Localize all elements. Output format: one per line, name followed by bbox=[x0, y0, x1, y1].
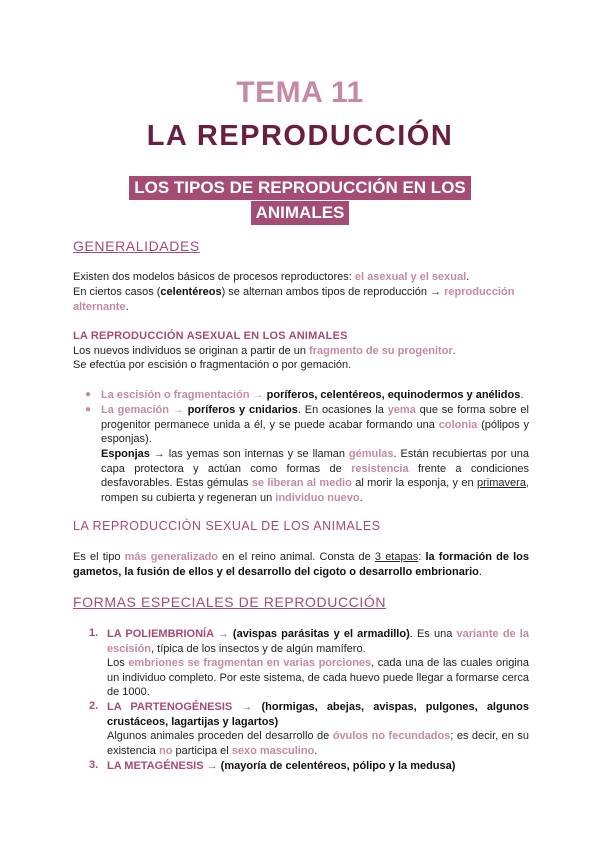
list-number: 3. bbox=[89, 759, 99, 771]
text: . bbox=[466, 271, 470, 283]
highlight: individuo nuevo bbox=[275, 491, 360, 504]
text: Los bbox=[107, 657, 129, 669]
text: En ciertos casos ( bbox=[73, 286, 161, 298]
highlight: óvulos no fecundados bbox=[332, 730, 451, 742]
highlight: más generalizado bbox=[124, 551, 219, 563]
text: (pólipos y esponjas). bbox=[101, 418, 529, 445]
highlight: resistencia bbox=[351, 462, 409, 475]
bold-text: (hormigas, abejas, avispas, pulgones, algunos crustáceos, lagartijas y lagartos) bbox=[107, 701, 529, 728]
text: , cada una de las cuales origina un individuo completo. Por este sistema, de cada huevo puede llegar a formarse cerca de 1000. bbox=[107, 657, 529, 698]
item-title: LA METAGÉNESIS → bbox=[107, 760, 218, 772]
list-item-metagenesis bbox=[107, 759, 529, 774]
text: al morir la esponja, y en bbox=[351, 477, 478, 489]
underlined-text: primavera bbox=[477, 477, 526, 489]
bold-text: la formación de los gametos, la fusión de ellos y el desarrollo del cigoto o desarrollo embrionario bbox=[73, 551, 529, 578]
text: Es el tipo bbox=[73, 551, 125, 563]
generalidades-paragraph-2 bbox=[73, 285, 529, 314]
text: . bbox=[125, 300, 129, 313]
poliembrionia-detail bbox=[107, 656, 529, 700]
list-item-gemacion bbox=[101, 403, 529, 447]
page-title: LA REPRODUCCIÓN bbox=[146, 120, 454, 152]
bullet-icon: ● bbox=[85, 389, 92, 400]
section-banner-line2 bbox=[0, 201, 600, 225]
list-number: 2. bbox=[89, 700, 99, 712]
highlight: gémulas bbox=[348, 448, 394, 460]
text: , rompen su cubierta y regeneran un bbox=[101, 477, 529, 504]
text: . En ocasiones la bbox=[297, 404, 388, 416]
esponjas-paragraph bbox=[101, 447, 529, 505]
highlight: embriones se fragmentan en varias porciones bbox=[128, 657, 372, 669]
heading-generalidades: GENERALIDADES bbox=[73, 238, 200, 254]
highlight: fragmento de su progenitor bbox=[309, 345, 453, 357]
highlight: variante de la escisión bbox=[107, 628, 529, 655]
list-item-escision bbox=[101, 388, 529, 403]
highlight: el asexual y el sexual bbox=[354, 271, 467, 283]
text: Algunos animales proceden del desarrollo de bbox=[107, 730, 333, 742]
list-item-partenogenesis bbox=[107, 700, 529, 729]
text: → las yemas son internas y se llaman bbox=[149, 448, 349, 460]
topic-number: TEMA 11 bbox=[236, 76, 364, 109]
text: ; es decir, en su existencia bbox=[107, 730, 530, 757]
partenogenesis-detail bbox=[107, 729, 529, 758]
highlight: La gemación → bbox=[101, 404, 184, 416]
bold-text: celentéreos bbox=[160, 286, 222, 298]
underlined-text: 3 etapas bbox=[374, 551, 419, 563]
text: , típica de los insectos y de algún mamífero. bbox=[151, 642, 366, 655]
asexual-line-2: Se efectúa por escisión o fragmentación o por gemación. bbox=[73, 359, 352, 371]
text: en el reino animal. Consta de bbox=[218, 551, 375, 563]
text: : bbox=[418, 551, 426, 563]
list-item-poliembrionia bbox=[107, 627, 529, 656]
text: . bbox=[359, 491, 363, 504]
bold-text: Esponjas bbox=[101, 448, 150, 460]
text: Existen dos modelos básicos de procesos reproductores: bbox=[73, 271, 355, 283]
item-title: LA POLIEMBRIONÍA → bbox=[107, 628, 229, 640]
text: . bbox=[314, 744, 318, 757]
text: . bbox=[478, 565, 482, 578]
banner-text-2: ANIMALES bbox=[251, 201, 350, 225]
heading-sexual: LA REPRODUCCIÓN SEXUAL DE LOS ANIMALES bbox=[73, 519, 381, 533]
highlight: se liberan al medio bbox=[251, 477, 352, 489]
heading-asexual: LA REPRODUCCIÓN ASEXUAL EN LOS ANIMALES bbox=[73, 330, 348, 342]
text: ) se alternan ambos tipos de reproducción → bbox=[221, 286, 445, 298]
bold-text: (mayoría de celentéreos, pólipo y la medusa) bbox=[217, 760, 456, 772]
text: . Están recubiertas por una capa protectora y actúan como formas de bbox=[101, 448, 529, 475]
bullet-icon: ● bbox=[85, 404, 92, 415]
section-banner-line1 bbox=[0, 176, 600, 200]
highlight: sexo masculino bbox=[231, 744, 315, 757]
banner-text-1: LOS TIPOS DE REPRODUCCIÓN EN LOS bbox=[129, 176, 471, 200]
asexual-line-1 bbox=[73, 344, 529, 359]
list-number: 1. bbox=[89, 627, 99, 639]
text: . bbox=[452, 345, 456, 357]
item-title: LA PARTENOGÉNESIS → bbox=[107, 701, 253, 713]
generalidades-paragraph-1 bbox=[73, 270, 529, 285]
text: que se forma sobre el progenitor permanece unida a él, y se puede acabar formando una bbox=[101, 404, 529, 431]
highlight: La escisión o fragmentación → bbox=[101, 389, 264, 401]
text: frente a condiciones desfavorables. Estas gémulas bbox=[101, 462, 529, 489]
highlight: colonia bbox=[438, 418, 478, 431]
highlight: no bbox=[158, 744, 173, 757]
bold-text: poríferos, celentéreos, equinodermos y anélidos bbox=[263, 389, 521, 401]
text: Los nuevos individuos se originan a partir de un bbox=[73, 345, 310, 357]
text: . Es una bbox=[409, 628, 457, 640]
highlight: yema bbox=[387, 404, 416, 416]
highlight: reproducción alternante bbox=[73, 286, 515, 313]
bold-text: (avispas parásitas y el armadillo) bbox=[228, 628, 410, 640]
sexual-paragraph bbox=[73, 550, 529, 579]
text: . bbox=[520, 389, 524, 401]
heading-formas: FORMAS ESPECIALES DE REPRODUCCIÓN bbox=[73, 594, 387, 610]
text: participa el bbox=[172, 744, 232, 757]
bold-text: poríferos y cnidarios bbox=[183, 404, 298, 416]
